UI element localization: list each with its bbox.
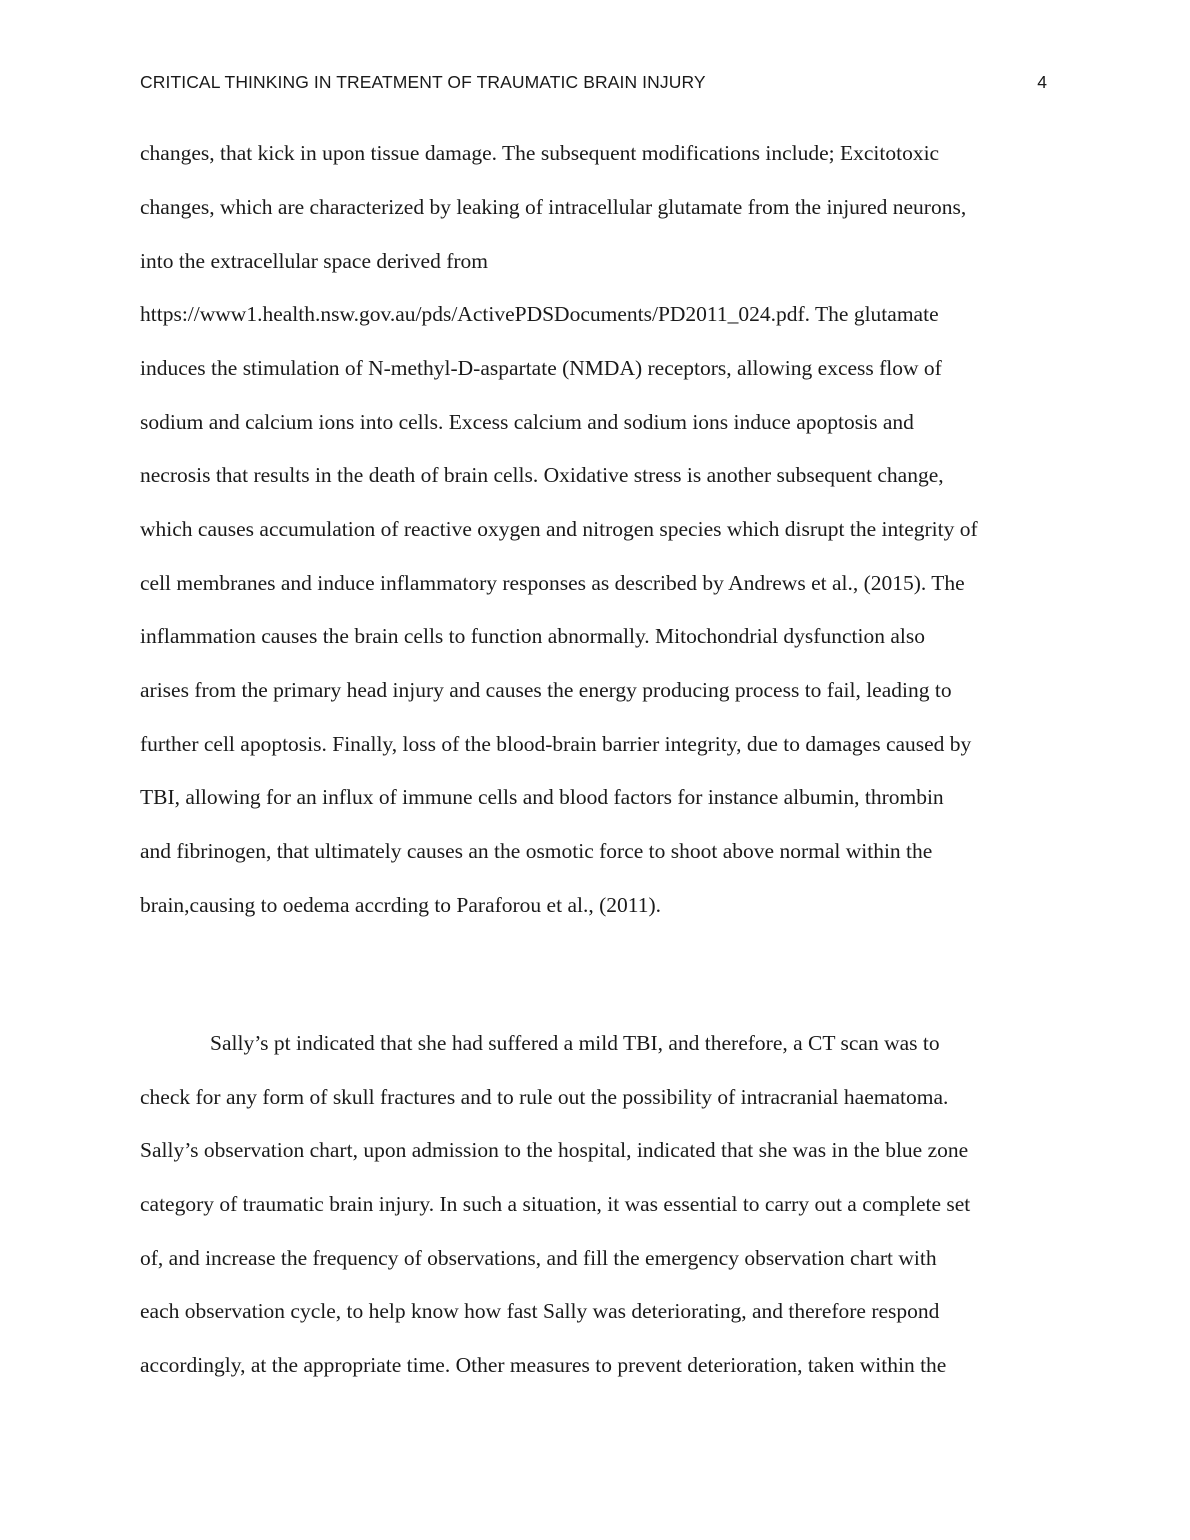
text-line: inflammation causes the brain cells to function abnormally. Mitochondrial dysfunction also [140, 624, 925, 648]
text-line: each observation cycle, to help know how fast Sally was deteriorating, and therefore respond [140, 1299, 940, 1323]
text-line: further cell apoptosis. Finally, loss of the blood-brain barrier integrity, due to damages caused by [140, 732, 972, 756]
text-line: check for any form of skull fractures and to rule out the possibility of intracranial haematoma. [140, 1085, 949, 1109]
text-line: arises from the primary head injury and causes the energy producing process to fail, leading to [140, 678, 952, 702]
text-line: induces the stimulation of N-methyl-D-aspartate (NMDA) receptors, allowing excess flow of [140, 356, 942, 380]
running-head: CRITICAL THINKING IN TREATMENT OF TRAUMATIC BRAIN INJURY [140, 72, 706, 92]
text-line: which causes accumulation of reactive oxygen and nitrogen species which disrupt the integrity of [140, 517, 978, 541]
text-line: necrosis that results in the death of brain cells. Oxidative stress is another subsequent change, [140, 463, 944, 487]
page-number: 4 [1037, 72, 1047, 92]
text-line: TBI, allowing for an influx of immune cells and blood factors for instance albumin, thrombin [140, 785, 944, 809]
text-line: and fibrinogen, that ultimately causes an the osmotic force to shoot above normal within the [140, 839, 933, 863]
text-line: changes, that kick in upon tissue damage. The subsequent modifications include; Excitotoxic [140, 141, 940, 165]
text-line: into the extracellular space derived from [140, 249, 489, 273]
text-line: of, and increase the frequency of observations, and fill the emergency observation chart with [140, 1246, 937, 1270]
text-line: brain,causing to oedema accrding to Paraforou et al., (2011). [140, 893, 661, 917]
text-line: changes, which are characterized by leaking of intracellular glutamate from the injured neurons, [140, 195, 967, 219]
text-line: cell membranes and induce inflammatory responses as described by Andrews et al., (2015). The [140, 571, 965, 595]
text-line-url: https://www1.health.nsw.gov.au/pds/ActivePDSDocuments/PD2011_024.pdf. The glutamate [140, 302, 939, 326]
text-line: category of traumatic brain injury. In such a situation, it was essential to carry out a complete set [140, 1192, 971, 1216]
text-line: sodium and calcium ions into cells. Excess calcium and sodium ions induce apoptosis and [140, 410, 914, 434]
text-line: Sally’s pt indicated that she had suffered a mild TBI, and therefore, a CT scan was to [210, 1031, 940, 1055]
text-line: Sally’s observation chart, upon admission to the hospital, indicated that she was in the blue zone [140, 1138, 969, 1162]
text-line: accordingly, at the appropriate time. Other measures to prevent deterioration, taken within the [140, 1353, 947, 1377]
